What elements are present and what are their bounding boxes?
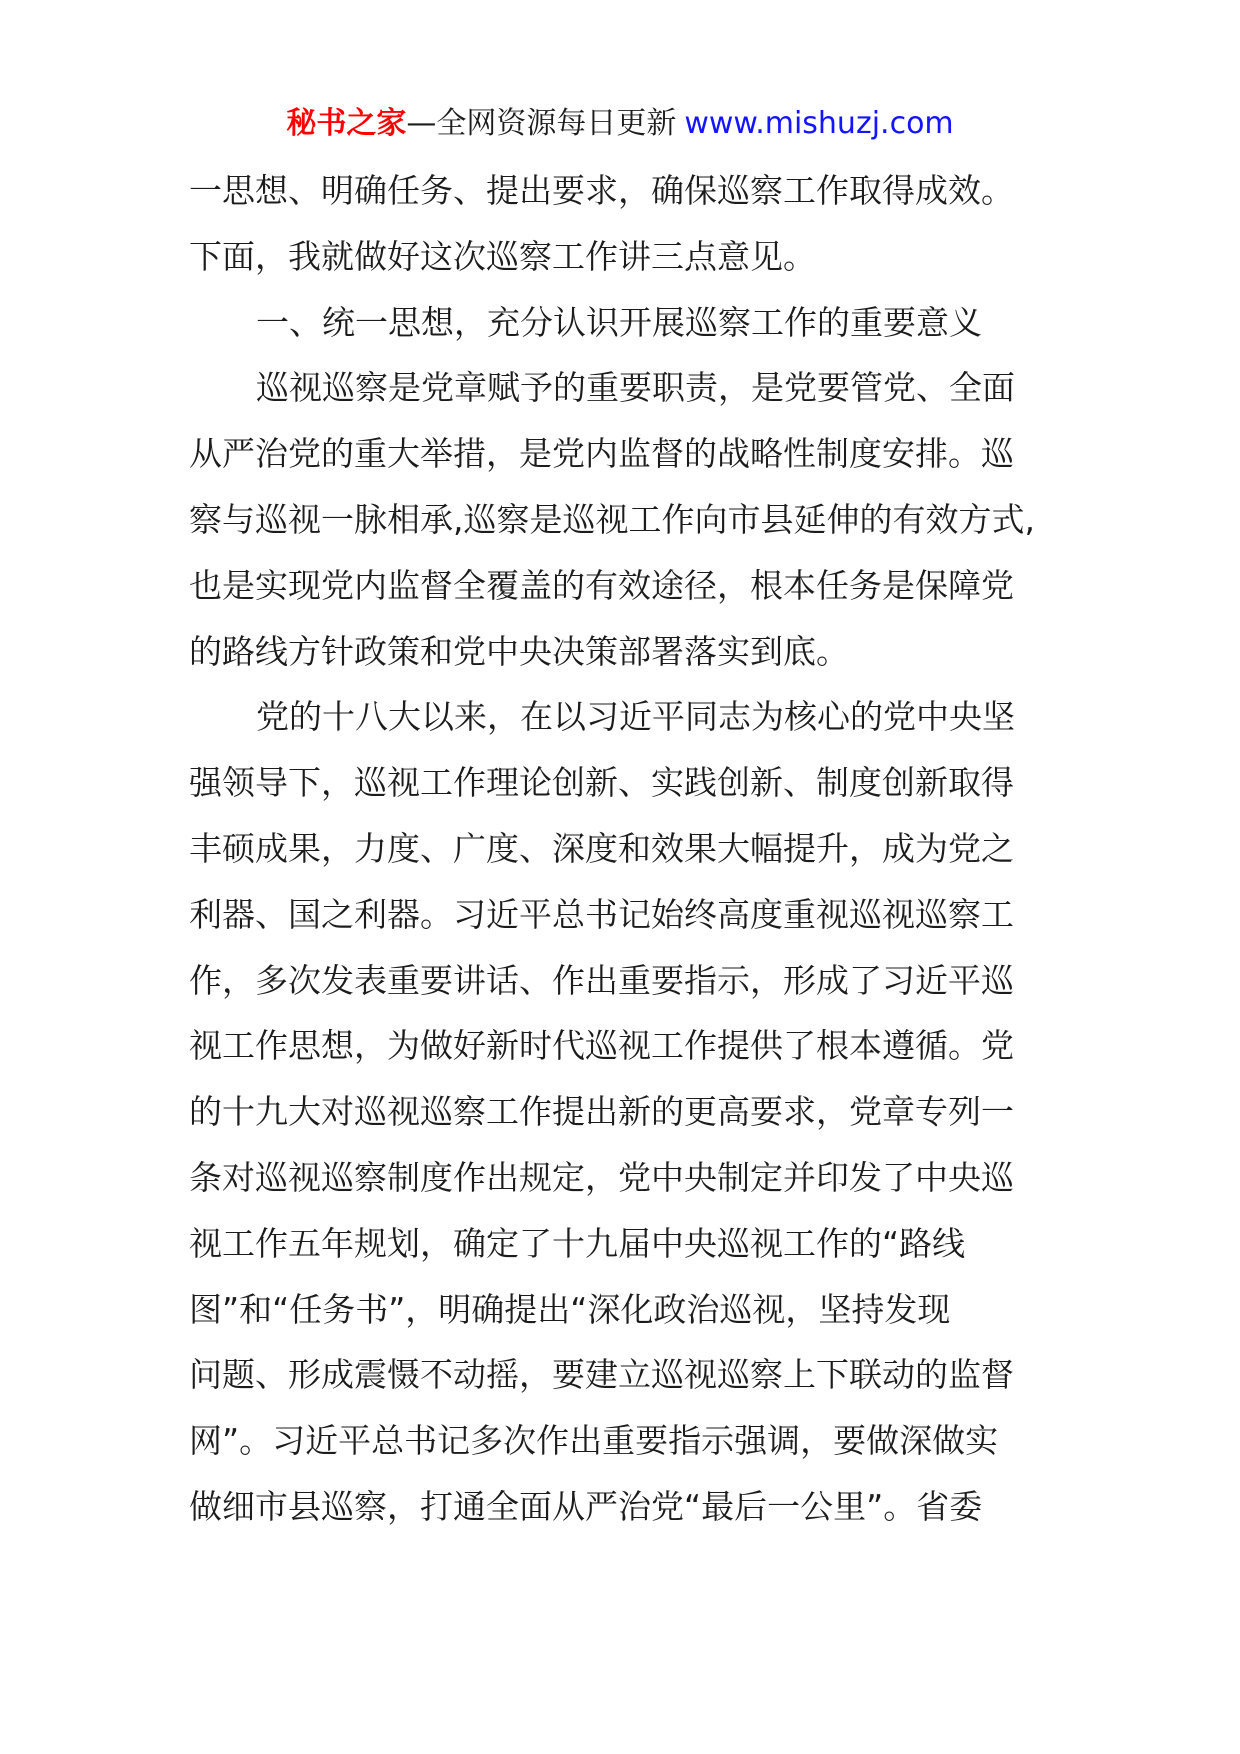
section-heading: 一、统一思想，充分认识开展巡察工作的重要意义 [256,302,982,342]
body-line: 察与巡视一脉相承,巡察是巡视工作向市县延伸的有效方式, [189,499,1035,539]
body-line: 的十九大对巡视巡察工作提出新的更高要求，党章专列一 [189,1092,1014,1132]
body-line: 巡视巡察是党章赋予的重要职责，是党要管党、全面 [256,368,1015,408]
body-line: 从严治党的重大举措，是党内监督的战略性制度安排。巡 [189,434,1014,474]
body-line: 作，多次发表重要讲话、作出重要指示，形成了习近平巡 [189,960,1014,1000]
header-tagline: —全网资源每日更新 [406,106,677,141]
body-line: 问题、形成震慑不动摇，要建立巡视巡察上下联动的监督 [189,1355,1014,1395]
body-line: 丰硕成果，力度、广度、深度和效果大幅提升，成为党之 [189,828,1014,868]
body-line: 下面，我就做好这次巡察工作讲三点意见。 [189,236,816,276]
body-line: 网”。习近平总书记多次作出重要指示强调，要做深做实 [189,1421,999,1461]
body-line: 一思想、明确任务、提出要求，确保巡察工作取得成效。 [189,171,1014,210]
brand-name: 秘书之家 [286,106,407,141]
body-line: 的路线方针政策和党中央决策部署落实到底。 [189,631,849,671]
body-line: 视工作思想，为做好新时代巡视工作提供了根本遵循。党 [189,1026,1014,1066]
paragraph [189,355,1209,684]
body-line: 强领导下，巡视工作理论创新、实践创新、制度创新取得 [189,763,1014,803]
body-line: 也是实现党内监督全覆盖的有效途径，根本任务是保障党 [189,565,1014,605]
body-line: 做细市县巡察，打通全面从严治党“最后一公里”。省委 [189,1486,983,1526]
body-line: 视工作五年规划，确定了十九届中央巡视工作的“路线 [189,1223,966,1263]
body-line: 图”和“任务书”，明确提出“深化政治巡视，坚持发现 [189,1289,951,1329]
website-link[interactable]: www.mishuzj.com [684,106,954,141]
document-body [189,158,1209,1540]
paragraph [189,684,1209,1539]
body-line: 利器、国之利器。习近平总书记始终高度重视巡视巡察工 [189,894,1014,934]
body-line: 党的十八大以来，在以习近平同志为核心的党中央坚 [256,697,1015,737]
body-line: 条对巡视巡察制度作出规定，党中央制定并印发了中央巡 [189,1157,1014,1197]
page-header [0,104,1240,144]
continued-paragraph [189,158,1209,290]
